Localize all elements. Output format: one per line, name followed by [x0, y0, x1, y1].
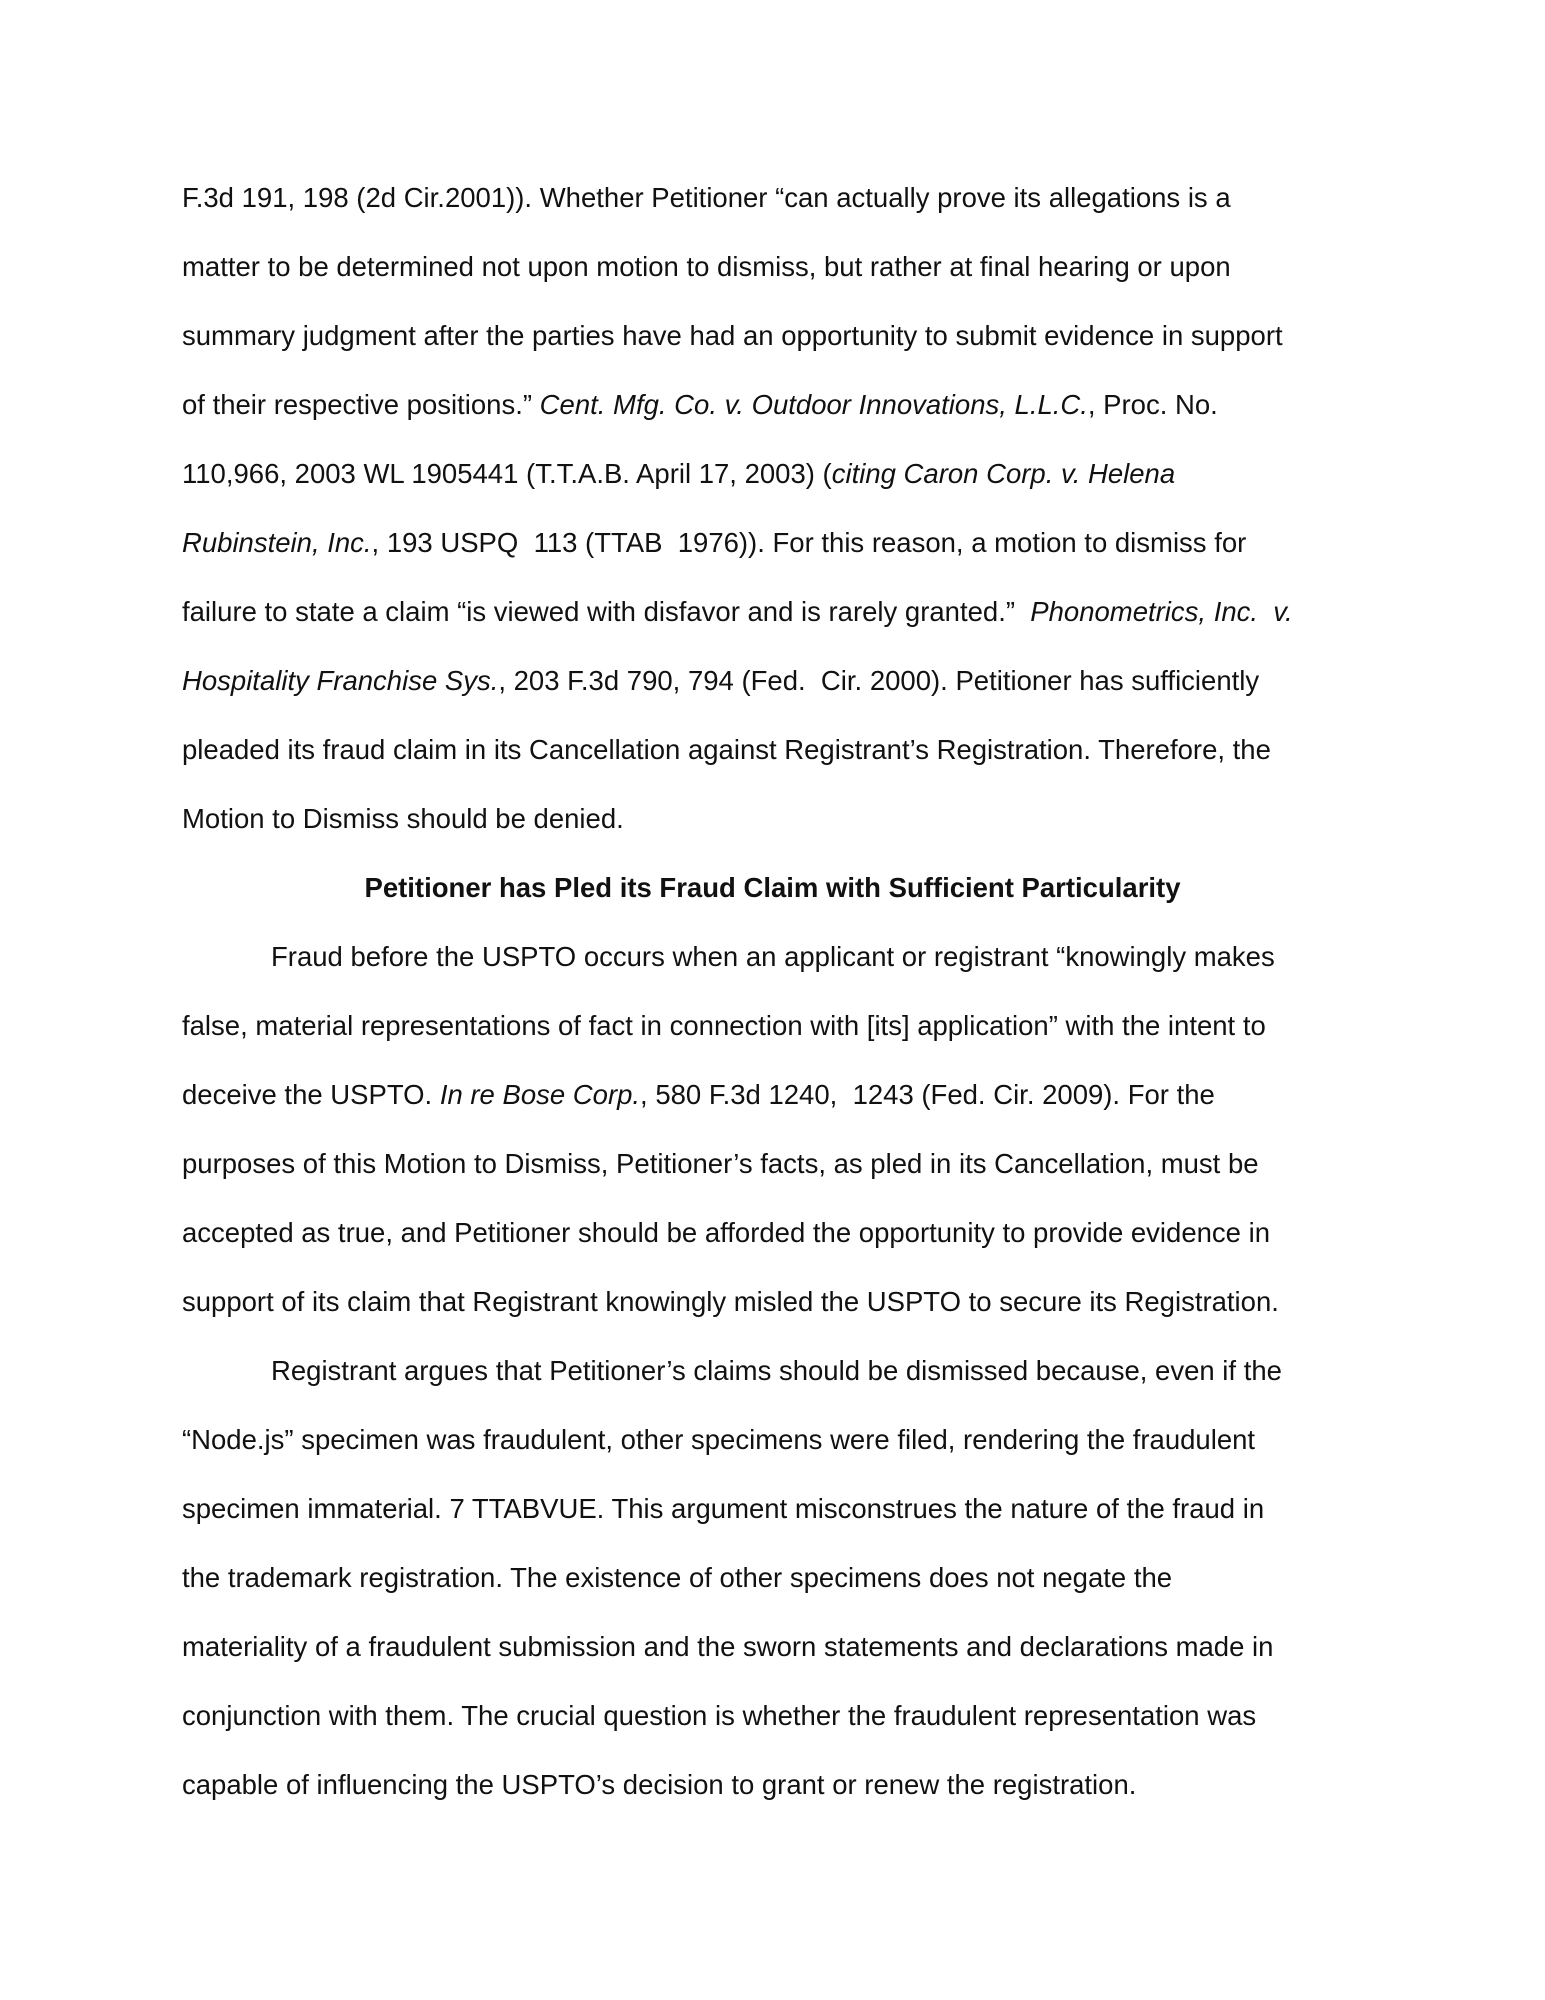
text-segment: 110,966, 2003 WL 1905441 (T.T.A.B. April 17, 2003) ( [182, 458, 832, 489]
case-citation: Phonometrics, Inc. v. [1030, 596, 1293, 627]
paragraph-line: F.3d 191, 198 (2d Cir.2001)). Whether Petitioner “can actually prove its allegations is a [182, 182, 1231, 213]
paragraph-line: accepted as true, and Petitioner should be afforded the opportunity to provide evidence in [182, 1217, 1271, 1248]
paragraph-line [182, 385, 1218, 425]
paragraph-line: Fraud before the USPTO occurs when an applicant or registrant “knowingly makes [271, 941, 1275, 972]
paragraph-line: “Node.js” specimen was fraudulent, other specimens were filed, rendering the fraudulent [182, 1424, 1256, 1455]
paragraph-line: Registrant argues that Petitioner’s claims should be dismissed because, even if the [271, 1355, 1282, 1386]
text-segment: failure to state a claim “is viewed with disfavor and is rarely granted.” [182, 596, 1031, 627]
paragraph-line: pleaded its fraud claim in its Cancellation against Registrant’s Registration. Therefore, the [182, 734, 1271, 765]
section-heading: Petitioner has Pled its Fraud Claim with Sufficient Particularity [364, 872, 1181, 903]
case-citation: Hospitality Franchise Sys. [182, 665, 499, 696]
case-citation: Cent. Mfg. Co. v. Outdoor Innovations, L.L.C. [539, 389, 1088, 420]
paragraph-line: Motion to Dismiss should be denied. [182, 803, 624, 834]
paragraph-line [182, 661, 1259, 701]
paragraph-line: support of its claim that Registrant knowingly misled the USPTO to secure its Registration. [182, 1286, 1279, 1317]
paragraph-line [182, 1075, 1215, 1115]
paragraph-line [182, 523, 1246, 563]
paragraph-line: capable of influencing the USPTO’s decision to grant or renew the registration. [182, 1769, 1137, 1800]
case-citation: In re Bose Corp. [439, 1079, 641, 1110]
paragraph-line: the trademark registration. The existence of other specimens does not negate the [182, 1562, 1173, 1593]
text-segment: , 193 USPQ 113 (TTAB 1976)). For this reason, a motion to dismiss for [371, 527, 1247, 558]
paragraph-line: summary judgment after the parties have had an opportunity to submit evidence in support [182, 320, 1283, 351]
paragraph-line: purposes of this Motion to Dismiss, Petitioner’s facts, as pled in its Cancellation, must be [182, 1148, 1259, 1179]
paragraph-line: false, material representations of fact in connection with [its] application” with the intent to [182, 1010, 1266, 1041]
text-segment: deceive the USPTO. [182, 1079, 440, 1110]
text-segment: of their respective positions.” [182, 389, 540, 420]
paragraph-line: materiality of a fraudulent submission and the sworn statements and declarations made in [182, 1631, 1274, 1662]
case-citation: citing Caron Corp. v. Helena [831, 458, 1176, 489]
text-segment: , 580 F.3d 1240, 1243 (Fed. Cir. 2009). For the [640, 1079, 1215, 1110]
text-segment: , Proc. No. [1087, 389, 1218, 420]
paragraph-line: matter to be determined not upon motion to dismiss, but rather at final hearing or upon [182, 251, 1231, 282]
case-citation: Rubinstein, Inc. [182, 527, 372, 558]
paragraph-line: specimen immaterial. 7 TTABVUE. This argument misconstrues the nature of the fraud in [182, 1493, 1265, 1524]
paragraph-line: conjunction with them. The crucial question is whether the fraudulent representation was [182, 1700, 1257, 1731]
paragraph-line [182, 592, 1293, 632]
paragraph-line [182, 454, 1175, 494]
text-segment: , 203 F.3d 790, 794 (Fed. Cir. 2000). Petitioner has sufficiently [498, 665, 1260, 696]
